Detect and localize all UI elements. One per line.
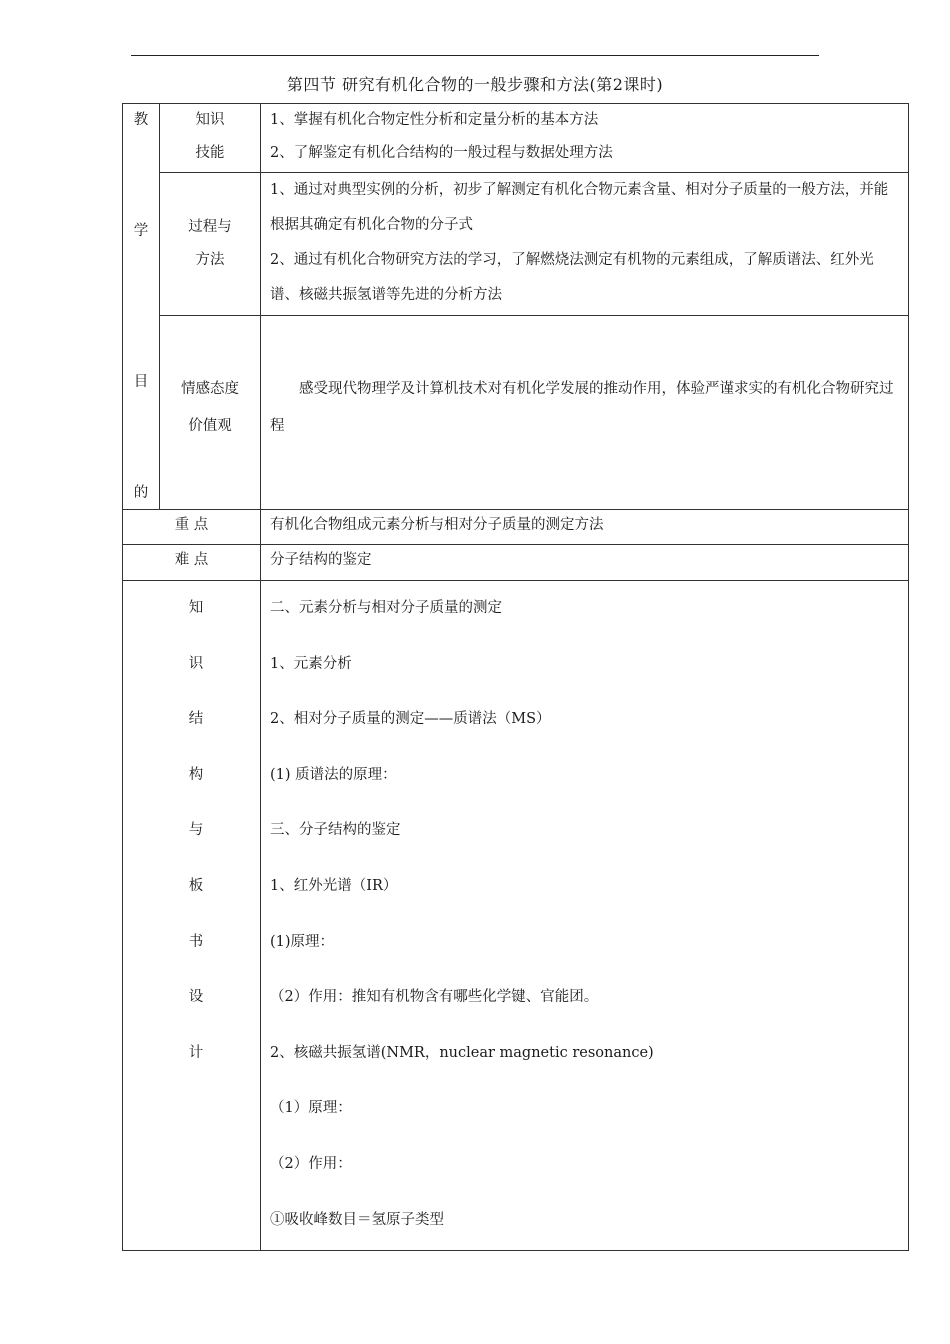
lesson-plan-table	[122, 103, 909, 1251]
label-line: 知识	[195, 112, 225, 128]
objectives-label-char: 的	[133, 485, 149, 501]
objective-text: 1、掌握有机化合物定性分析和定量分析的基本方法	[270, 112, 599, 128]
board-line: （1）原理：	[270, 1100, 352, 1117]
board-line: （2）作用：推知有机物含有哪些化学键、官能团。	[270, 989, 599, 1006]
board-label-char: 与	[188, 822, 204, 839]
board-line: 1、元素分析	[270, 655, 352, 672]
board-line: 二、元素分析与相对分子质量的测定	[270, 600, 502, 616]
board-line: ①吸收峰数目＝氢原子类型	[270, 1211, 444, 1228]
attitude-values-content	[261, 316, 909, 510]
label-line: 价值观	[188, 418, 232, 434]
difficulty-row	[123, 545, 909, 581]
label-line: 情感态度	[181, 381, 239, 397]
objectives-label	[123, 104, 160, 510]
page-title: 第四节 研究有机化合物的一般步骤和方法(第2课时)	[286, 75, 664, 94]
key-point-content: 有机化合物组成元素分析与相对分子质量的测定方法	[261, 510, 909, 545]
board-line: 2、相对分子质量的测定——质谱法（MS）	[270, 711, 551, 728]
difficulty-label: 难 点	[123, 545, 261, 581]
objective-text: 2、通过有机化合物研究方法的学习，了解燃烧法测定有机物的元素组成，了解质谱法、红外光谱、核磁共振氢谱等先进的分析方法	[270, 252, 874, 303]
process-method-content	[261, 173, 909, 316]
key-point-label: 重 点	[123, 510, 261, 545]
board-label-char: 构	[188, 766, 204, 783]
board-design-label	[123, 581, 261, 1251]
process-method-label	[160, 173, 261, 316]
board-line: (1) 质谱法的原理：	[270, 766, 397, 783]
objectives-label-char: 教	[133, 112, 149, 128]
board-label-char: 设	[188, 989, 204, 1006]
objective-row-knowledge	[123, 104, 909, 173]
board-label-char: 识	[188, 655, 204, 672]
board-label-char: 书	[188, 933, 204, 950]
board-line: (1)原理：	[270, 933, 335, 950]
board-label-char: 知	[188, 600, 204, 616]
key-point-row	[123, 510, 909, 545]
label-line: 过程与	[188, 219, 232, 235]
objectives-label-char: 学	[133, 223, 149, 239]
objectives-label-char: 目	[133, 374, 149, 390]
objective-text: 感受现代物理学及计算机技术对有机化学发展的推动作用，体验严谨求实的有机化合物研究过程	[270, 381, 894, 434]
board-line: 1、红外光谱（IR）	[270, 877, 398, 894]
board-label-char: 计	[188, 1044, 204, 1061]
board-line: （2）作用：	[270, 1155, 352, 1172]
board-design-row	[123, 581, 909, 1251]
knowledge-skills-content	[261, 104, 909, 173]
knowledge-skills-label	[160, 104, 261, 173]
attitude-values-label	[160, 316, 261, 510]
difficulty-content: 分子结构的鉴定	[261, 545, 909, 581]
board-label-char: 板	[188, 877, 204, 894]
label-line: 方法	[195, 252, 225, 268]
board-design-content	[261, 581, 909, 1251]
header-rule	[131, 55, 819, 56]
board-line: 三、分子结构的鉴定	[270, 822, 401, 839]
objective-row-process	[123, 173, 909, 316]
objective-text: 1、通过对典型实例的分析，初步了解测定有机化合物元素含量、相对分子质量的一般方法，并能根据其确定有机化合物的分子式	[270, 182, 889, 233]
label-line: 技能	[195, 145, 225, 161]
objective-row-attitude	[123, 316, 909, 510]
board-line: 2、核磁共振氢谱(NMR，nuclear magnetic resonance)	[270, 1044, 654, 1061]
board-label-char: 结	[188, 711, 204, 728]
objective-text: 2、了解鉴定有机化合结构的一般过程与数据处理方法	[270, 145, 613, 161]
